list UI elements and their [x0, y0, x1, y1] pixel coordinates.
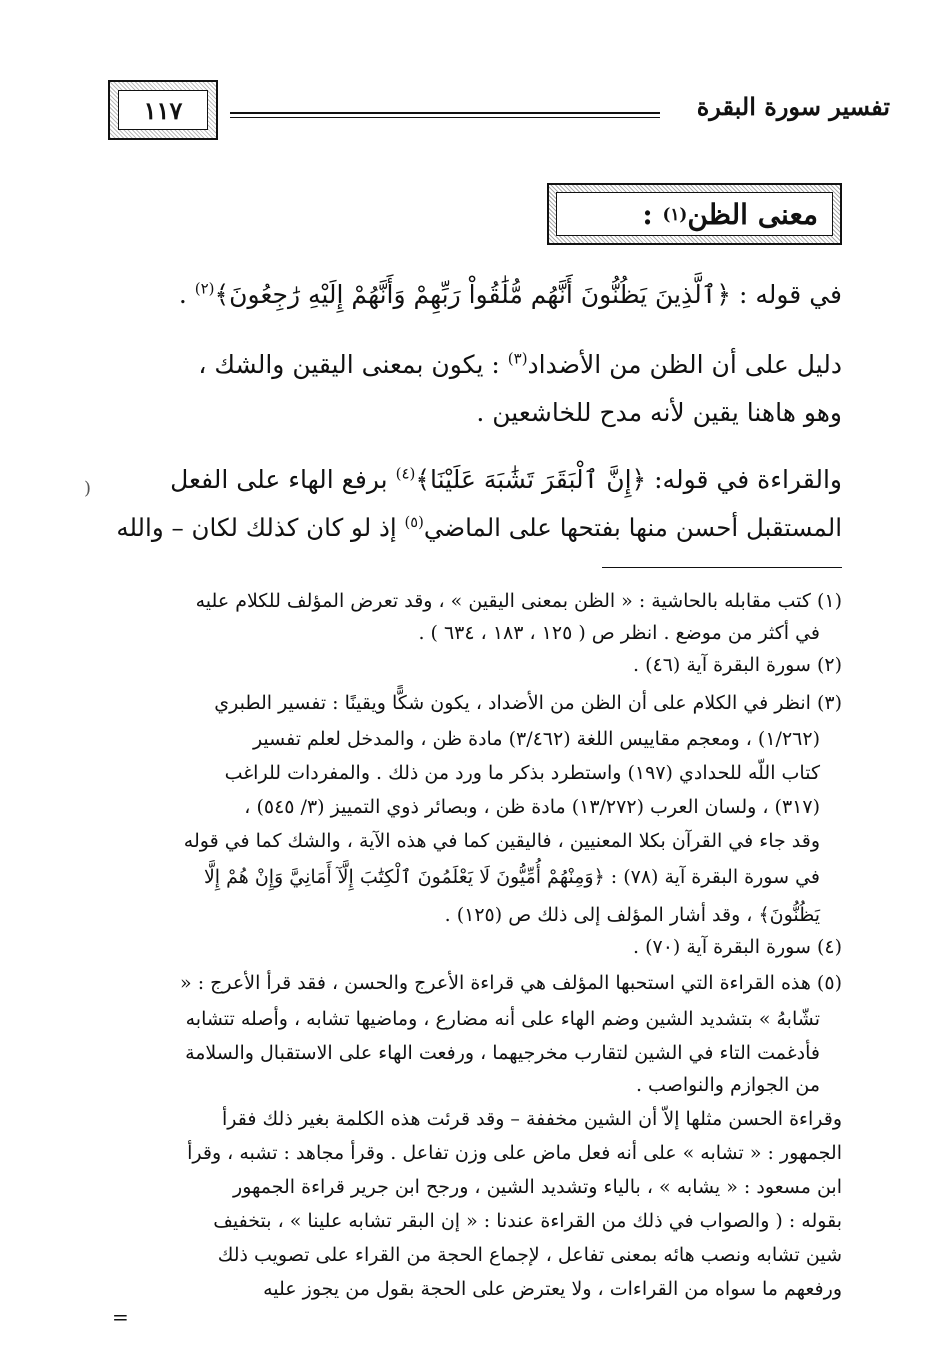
section-heading: معنى الظن (١) : [556, 192, 833, 236]
body-line-5 [108, 513, 842, 542]
quran-verse: ﴿ٱلَّذِينَ يَظُنُّونَ أَنَّهُم مُّلَٰقُواْ رَبِّهِمْ وَأَنَّهُمْ إِلَيْهِ رَٰجِعُونَ﴾ [214, 280, 732, 309]
page-header [108, 80, 890, 140]
footnote-line: بقوله : ( والصواب في ذلك من القراءة عندنا : « إن البقر تشابه علينا » ، بتخفيف [213, 1210, 842, 1232]
body-line-1 [108, 280, 842, 309]
body-text: والقراءة في قوله: [654, 465, 842, 494]
footnote-line: كتاب اللّه للحدادي (١٩٧) واستطرد بذكر ما ورد من ذلك . والمفردات للراغب [224, 762, 820, 784]
footnote-line: فأدغمت التاء في الشين لتقارب مخرجيهما ، ورفعت الهاء على الاستقبال والسلامة [185, 1042, 820, 1064]
header-rule [230, 112, 660, 118]
page-number: ١١٧ [118, 90, 208, 130]
footnote-line: (٣) انظر في الكلام على أن الظن من الأضداد ، يكون شكًّا ويقينًا : تفسير الطبري [214, 692, 842, 714]
body-text: المستقبل أحسن منها بفتحها على الماضي [423, 513, 842, 542]
body-line-2 [108, 350, 842, 379]
footnote-line: (٢) سورة البقرة آية (٤٦) . [632, 654, 842, 676]
footnote-line: في سورة البقرة آية (٧٨) : ﴿وَمِنْهُمْ أُمِّيُّونَ لَا يَعْلَمُونَ ٱلْكِتَٰبَ إِلَّآ أَمَانِيَّ وَإِنْ هُمْ إِلَّا [203, 866, 820, 888]
footnote-ref: (٥) [404, 513, 424, 531]
body-text: في قوله : [739, 280, 842, 309]
footnote-line: (٥) هذه القراءة التي استحبها المؤلف هي قراءة الأعرج والحسن ، فقد قرأ الأعرج : « [180, 972, 842, 994]
footnote-line: ورفعهم ما سواه من القراءات ، ولا يعترض على الحجة بقول من يجوز عليه [263, 1278, 842, 1300]
footnote-line: (٤) سورة البقرة آية (٧٠) . [632, 936, 842, 958]
body-line-4 [108, 465, 842, 494]
footnote-line: في أكثر من موضع . انظر ص ( ١٢٥ ، ١٨٣ ، ٦٣٤ ) . [418, 622, 820, 644]
footnote-ref: (٢) [194, 279, 215, 298]
body-text: وهو هاهنا يقين لأنه مدح للخاشعين . [476, 398, 842, 427]
margin-mark: ( [84, 478, 92, 499]
body-text: برفع الهاء على الفعل [170, 465, 388, 494]
footnote-line: شين تشابه ونصب هائه بمعنى تفاعل ، لإجماع الحجة من القراء على تصويب ذلك [217, 1244, 842, 1266]
footnote-line: تشّابهُ » بتشديد الشين وضم الهاء على أنه مضارع ، وماضيها تشابه ، وأصله تتشابه [185, 1008, 820, 1030]
footnote-ref: (٤) [395, 464, 416, 483]
section-heading-colon: : [642, 197, 653, 231]
footnote-line: وقراءة الحسن مثلها إلاّ أن الشين مخففة – وقد قرئت هذه الكلمة بغير ذلك فقرأ [222, 1108, 842, 1130]
body-text: : يكون بمعنى اليقين والشك ، [198, 350, 500, 379]
footnote-divider [602, 567, 842, 568]
page-number-frame [108, 80, 218, 140]
body-text: إذ لو كان كذلك لكان – والله [116, 513, 397, 542]
running-title: تفسير سورة البقرة [696, 92, 890, 121]
footnote-line: يَظُنُّونَ﴾ ، وقد أشار المؤلف إلى ذلك ص (١٢٥) . [444, 904, 820, 926]
footnote-line: ابن مسعود : « يشابه » ، بالياء وتشديد الشين ، ورجح ابن جرير قراءة الجمهور [233, 1176, 842, 1198]
footnote-line: الجمهور : « تشابه » على أنه فعل ماض على وزن تفاعل . وقرأ مجاهد : تشبه ، وقرأ [187, 1142, 842, 1164]
footnote-line: (١/٢٦٢) ، ومعجم مقاييس اللغة (٣/٤٦٢) مادة ظن ، والمدخل لعلم تفسير [252, 728, 820, 750]
footnote-ref: (٣) [507, 349, 528, 368]
body-line-3 [108, 398, 842, 427]
continuation-mark: = [112, 1305, 129, 1329]
section-heading-frame [547, 183, 842, 245]
footnote-line: وقد جاء في القرآن بكلا المعنيين ، فاليقين كما في هذه الآية ، والشك كما في قوله [183, 830, 820, 852]
quran-verse: ﴿إِنَّ ٱلْبَقَرَ تَشَٰبَهَ عَلَيْنَا﴾ [415, 465, 647, 494]
footnote-line: (٣١٧) ، ولسان العرب (١٣/٢٧٢) مادة ظن ، وبصائر ذوي التمييز (٣/ ٥٤٥) ، [244, 796, 820, 818]
footnote-line: من الجوازم والنواصب . [635, 1074, 820, 1096]
body-text: . [178, 280, 187, 309]
footnote-line: (١) كتب مقابله بالحاشية : « الظن بمعنى اليقين » ، وقد تعرض المؤلف للكلام عليه [195, 590, 842, 612]
body-text: دليل على أن الظن من الأضداد [527, 350, 842, 379]
section-heading-title: معنى الظن [687, 197, 818, 231]
